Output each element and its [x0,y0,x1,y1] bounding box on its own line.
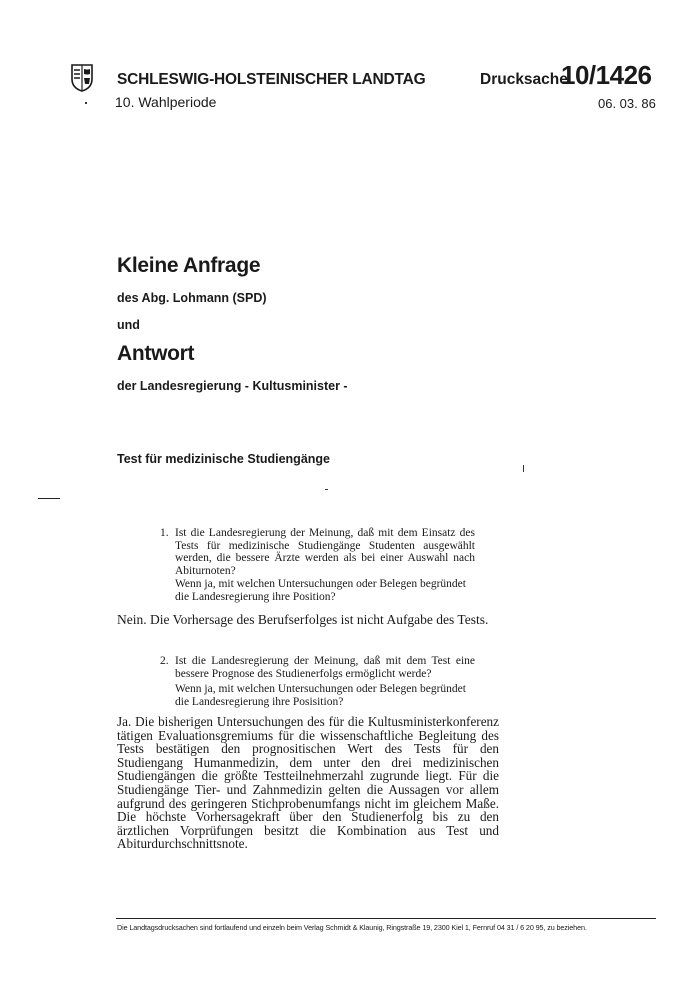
legislative-period: 10. Wahlperiode [115,94,217,110]
drucksache-number: 10/1426 [561,60,652,90]
scan-speck [85,102,87,104]
parliament-name: SCHLESWIG-HOLSTEINISCHER LANDTAG [117,71,426,88]
scan-speck [325,489,328,490]
conjunction-line: und [117,318,140,332]
question-number: 2. [160,655,169,667]
drucksache-label: Drucksache [480,71,568,88]
answer-text: Nein. Die Vorhersage des Berufserfolges ist nicht Aufgabe des Tests. [117,612,489,627]
document-date: 06. 03. 86 [598,96,656,111]
answer-title: Antwort [117,342,195,365]
scan-speck [523,465,524,472]
footer-note: Die Landtagsdrucksachen sind fortlaufend und einzeln beim Verlag Schmidt & Klaunig, Ringstraße 19, 2300 Kiel 1, Fernruf 04 31 / 6 20 95, zu beziehen. [117,923,587,932]
question-text: Ist die Landesregierung der Meinung, daß mit dem Einsatz des Tests für medizinische Studiengänge Studenten ausgewählt werden, die bessere Ärzte werden als bei einer Auswahl nach Abiturnoten? [175,527,475,577]
answer-text: Ja. Die bisherigen Untersuchungen des für die Kultusministerkonferenz tätigen Evaluationsgremiums für die wissenschaftliche Begleitung des Tests bestätigen den prognositischen Wert des Tests für den Studiengang Humanmedizin, dem unter den drei medizinischen Studiengängen die größte Testteilnehmerzahl zugrunde liegt. Für die Studiengänge Tier- und Zahnmedizin gelten die Aussagen vor allem aufgrund des geringeren Stichprobenumfangs nicht im gleichem Maße. Die höchste Vorhersagekraft über den Studienerfolg bis zu den ärztlichen Vorprüfungen besitzt die Kombination aus Test und Abiturdurchschnittsnote. [117,714,499,852]
topic-heading: Test für medizinische Studiengänge [117,452,330,466]
footer-divider [116,918,656,919]
question-followup: Wenn ja, mit welchen Untersuchungen oder Belegen begründet die Landesregierung ihre Posisition? [175,683,466,708]
question-text: Ist die Landesregierung der Meinung, daß mit dem Test eine bessere Prognose des Studienerfolgs ermöglicht werde? [175,655,475,680]
respondent-line: der Landesregierung - Kultusminister - [117,379,348,393]
author-line: des Abg. Lohmann (SPD) [117,291,267,305]
margin-mark [38,498,60,499]
coat-of-arms-icon [71,64,93,92]
document-type-title: Kleine Anfrage [117,254,261,277]
question-number: 1. [160,527,169,539]
question-followup: Wenn ja, mit welchen Untersuchungen oder Belegen begründet die Landesregierung ihre Position? [175,578,466,603]
